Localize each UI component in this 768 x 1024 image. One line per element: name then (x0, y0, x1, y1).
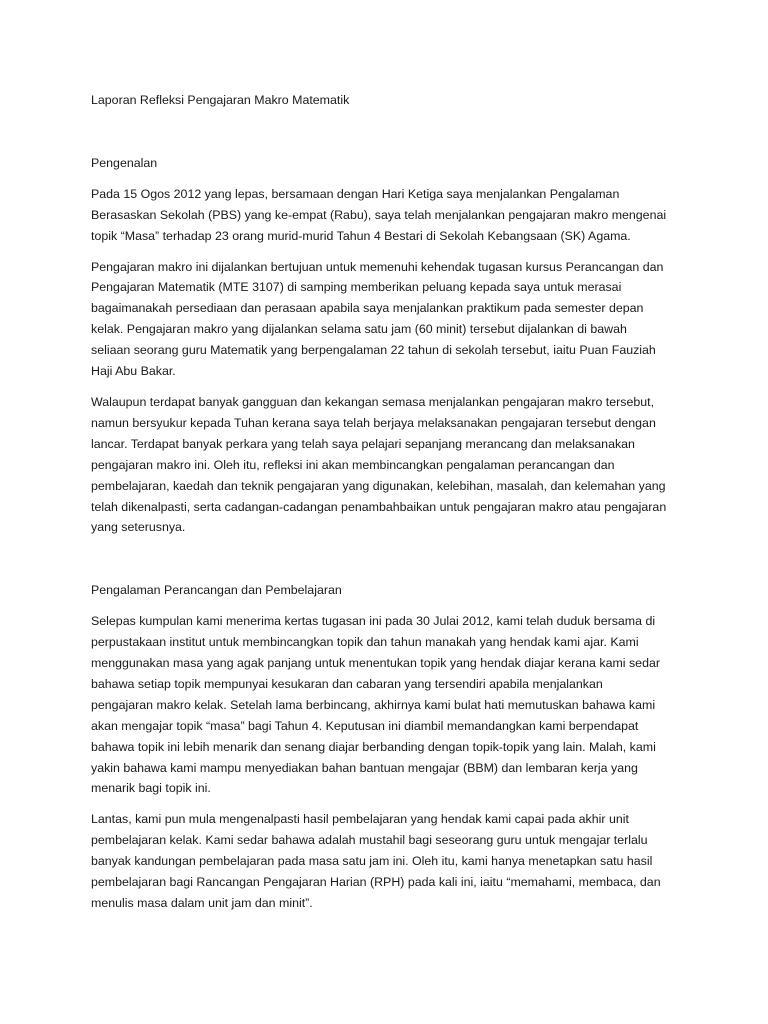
text-line: Haji Abu Bakar. (91, 364, 176, 379)
text-line: pengajaran makro ini. Oleh itu, refleksi ini akan membincangkan pengalaman perancangan dan (91, 457, 615, 472)
text-line: yang seterusnya. (91, 520, 186, 535)
text-line: Pada 15 Ogos 2012 yang lepas, bersamaan dengan Hari Ketiga saya menjalankan Pengalaman (91, 186, 620, 201)
text-line: banyak kandungan pembelajaran pada masa satu jam ini. Oleh itu, kami hanya menetapkan satu hasil (91, 854, 653, 869)
text-line: seliaan seorang guru Matematik yang berpengalaman 22 tahun di sekolah tersebut, iaitu Puan Fauziah (91, 343, 656, 358)
text-line: menggunakan masa yang agak panjang untuk menentukan topik yang hendak diajar kerana kami sedar (91, 656, 660, 671)
text-line: pembelajaran bagi Rancangan Pengajaran Harian (RPH) pada kali ini, iaitu “memahami, membaca, dan (91, 875, 661, 890)
paragraph (91, 809, 678, 914)
text-line: bahawa topik ini lebih menarik dan senang diajar berbanding dengan topik-topik yang lain. Malah, kami (91, 739, 656, 754)
text-line: Selepas kumpulan kami menerima kertas tugasan ini pada 30 Julai 2012, kami telah duduk bersama di (91, 614, 656, 629)
text-line: perpustakaan institut untuk membincangkan topik dan tahun manakah yang hendak kami ajar. Kami (91, 635, 639, 650)
paragraph (91, 184, 678, 247)
paragraph (91, 611, 678, 799)
section-heading-pengalaman: Pengalaman Perancangan dan Pembelajaran (91, 583, 342, 598)
text-line: yakin bahawa kami mampu menyediakan bahan bantuan mengajar (BBM) dan lembaran kerja yang (91, 760, 638, 775)
text-line: Pengajaran makro ini dijalankan bertujuan untuk memenuhi kehendak tugasan kursus Perancangan dan (91, 259, 664, 274)
text-line: Pengajaran Matematik (MTE 3107) di samping memberikan peluang kepada saya untuk merasai (91, 280, 622, 295)
text-line: Walaupun terdapat banyak gangguan dan kekangan semasa menjalankan pengajaran makro tersebut, (91, 394, 655, 409)
text-line: lancar. Terdapat banyak perkara yang telah saya pelajari sepanjang merancang dan melaksanakan (91, 436, 635, 451)
text-line: telah dikenalpasti, serta cadangan-cadangan penambahbaikan untuk pengajaran makro atau pengajaran (91, 499, 667, 514)
section-heading-pengenalan: Pengenalan (91, 155, 158, 170)
text-line: menarik bagi topik ini. (91, 781, 211, 796)
text-line: Berasaskan Sekolah (PBS) yang ke-empat (Rabu), saya telah menjalankan pengajaran makro mengenai (91, 207, 667, 222)
text-line: namun bersyukur kepada Tuhan kerana saya telah berjaya melaksanakan pengajaran tersebut dengan (91, 415, 656, 430)
text-line: pengajaran makro kelak. Setelah lama berbincang, akhirnya kami bulat hati memutuskan bahawa kami (91, 697, 656, 712)
text-line: topik “Masa” terhadap 23 orang murid-murid Tahun 4 Bestari di Sekolah Kebangsaan (SK) Agama. (91, 228, 631, 243)
text-line: menulis masa dalam unit jam dan minit”. (91, 896, 313, 910)
text-line: akan mengajar topik “masa” bagi Tahun 4. Keputusan ini diambil memandangkan kami berpendapat (91, 718, 639, 733)
text-line: pembelajaran, kaedah dan teknik pengajaran yang digunakan, kelebihan, masalah, dan kelemahan yang (91, 478, 666, 493)
text-line: Lantas, kami pun mula mengenalpasti hasil pembelajaran yang hendak kami capai pada akhir unit (91, 812, 629, 827)
text-line: kelak. Pengajaran makro yang dijalankan selama satu jam (60 minit) tersebut dijalankan di bawah (91, 322, 627, 337)
text-line: bahawa setiap topik mempunyai kesukaran dan cabaran yang tersendiri apabila menjalankan (91, 676, 603, 691)
paragraph (91, 257, 678, 382)
paragraph (91, 392, 678, 538)
text-line: pembelajaran kelak. Kami sedar bahawa adalah mustahil bagi seseorang guru untuk mengajar terlalu (91, 833, 648, 848)
document-title: Laporan Refleksi Pengajaran Makro Matematik (91, 93, 350, 107)
text-line: bagaimanakah persediaan dan perasaan apabila saya menjalankan praktikum pada semester depan (91, 301, 644, 316)
